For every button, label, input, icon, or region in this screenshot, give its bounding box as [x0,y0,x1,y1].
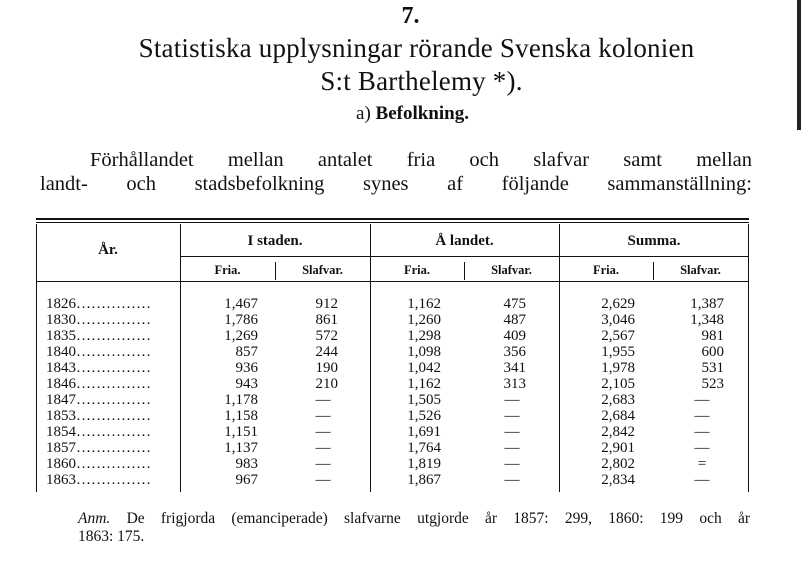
footnote-label: Anm. [78,510,111,527]
section-heading [0,103,803,125]
row-cell: — [694,408,710,424]
subheader-landet-slafvar: Slafvar. [491,263,532,277]
row-cell: 1,505 [407,392,441,408]
subheader-landet-fria: Fria. [403,263,431,277]
header-summa: Summa. [627,233,681,249]
row-cell: — [504,440,520,456]
row-cell: — [315,440,331,456]
row-cell: 1,151 [224,424,258,440]
title-line-2: S:t Barthelemy *). [320,66,523,96]
row-cell: 1,467 [224,296,258,312]
row-cell: 1,348 [690,312,724,328]
row-cell: 523 [701,376,724,392]
row-cell: 1,298 [407,328,441,344]
header-year: År. [98,242,118,258]
row-cell: 2,683 [601,392,635,408]
row-cell: 857 [235,344,258,360]
row-cell: 2,802 [601,456,635,472]
table-row [36,392,749,408]
row-cell: 1,137 [224,440,258,456]
row-year: 1846…………… [46,376,151,392]
row-year: 1857…………… [46,440,151,456]
row-cell: — [504,408,520,424]
footnote-line-1 [78,510,750,528]
footnote-line-2: 1863: 175. [78,528,145,545]
intro-paragraph [40,148,752,196]
row-cell: — [694,424,710,440]
row-cell: 531 [701,360,724,376]
row-cell: 2,629 [601,296,635,312]
row-cell: — [315,392,331,408]
row-year: 1835…………… [46,328,151,344]
row-cell: 2,105 [601,376,635,392]
subheader-staden-fria: Fria. [214,263,241,277]
row-cell: 2,567 [601,328,635,344]
subheader-summa-slafvar: Slafvar. [680,263,721,277]
row-cell: 861 [315,312,338,328]
row-cell: — [504,424,520,440]
table-body [36,296,749,488]
row-cell: 1,158 [224,408,258,424]
row-cell: — [315,408,331,424]
table-row [36,344,749,360]
row-cell: 1,162 [407,296,441,312]
row-cell: 2,684 [601,408,635,424]
row-cell: — [315,456,331,472]
row-cell: 487 [503,312,526,328]
row-cell: 190 [315,360,338,376]
row-cell: 409 [503,328,526,344]
row-cell: — [694,472,710,488]
table-row [36,376,749,392]
row-year: 1863…………… [46,472,151,488]
row-cell: — [315,472,331,488]
row-cell: 1,178 [224,392,258,408]
row-cell: 2,901 [601,440,635,456]
header-staden: I staden. [247,233,303,249]
row-cell: 1,819 [407,456,441,472]
row-cell: 244 [315,344,338,360]
population-table [36,224,749,492]
row-cell: — [694,440,710,456]
row-cell: 1,955 [601,344,635,360]
row-cell: — [504,456,520,472]
row-cell: 1,042 [407,360,441,376]
row-year: 1826…………… [46,296,151,312]
row-cell: 912 [315,296,338,312]
header-divider [180,256,748,257]
row-cell: 1,978 [601,360,635,376]
row-cell: 983 [235,456,258,472]
row-cell: 572 [315,328,338,344]
section-prefix: a) [356,103,371,124]
row-cell: 341 [503,360,526,376]
row-cell: 1,786 [224,312,258,328]
row-cell: 1,387 [690,296,724,312]
row-year: 1830…………… [46,312,151,328]
row-cell: 2,834 [601,472,635,488]
row-cell: 981 [701,328,724,344]
row-cell: 600 [701,344,724,360]
row-cell: = [697,456,707,472]
row-cell: 210 [315,376,338,392]
table-row [36,312,749,328]
row-year: 1847…………… [46,392,151,408]
row-cell: 936 [235,360,258,376]
intro-line-2: landt- och stadsbefolkning synes af följande sammanställning: [40,173,752,195]
row-cell: — [315,424,331,440]
row-cell: 1,691 [407,424,441,440]
table-row [36,296,749,312]
row-year: 1853…………… [46,408,151,424]
row-year: 1840…………… [46,344,151,360]
table-row [36,360,749,376]
table-row [36,408,749,424]
row-cell: 2,842 [601,424,635,440]
row-year: 1854…………… [46,424,151,440]
table-row [36,440,749,456]
row-cell: 475 [503,296,526,312]
intro-line-1: Förhållandet mellan antalet fria och slafvar samt mellan [90,149,752,171]
table-row [36,328,749,344]
row-cell: 1,867 [407,472,441,488]
row-cell: 356 [503,344,526,360]
header-landet: Å landet. [435,233,494,249]
subheader-summa-fria: Fria. [592,263,620,277]
row-cell: 3,046 [601,312,635,328]
subheader-staden-slafvar: Slafvar. [302,263,343,277]
table-top-rule [36,218,749,220]
row-cell: 313 [503,376,526,392]
section-title: Befolkning. [375,103,469,124]
header-bottom-rule [36,281,749,282]
table-row [36,472,749,488]
table-top-rule-thin [36,222,749,223]
row-cell: 1,260 [407,312,441,328]
row-cell: 967 [235,472,258,488]
title-line-1: Statistiska upplysningar rörande Svenska kolonien [138,33,695,63]
row-cell: 1,162 [407,376,441,392]
row-cell: — [694,392,710,408]
row-year: 1843…………… [46,360,151,376]
row-cell: 1,269 [224,328,258,344]
page-number: 7. [401,3,420,29]
footnote [78,510,750,546]
row-year: 1860…………… [46,456,151,472]
table-row [36,456,749,472]
row-cell: 943 [235,376,258,392]
footnote-text-1: De frigjorda (emanciperade) slafvarne utgjorde år 1857: 299, 1860: 199 och år [126,510,750,527]
row-cell: — [504,392,520,408]
row-cell: 1,526 [407,408,441,424]
row-cell: 1,098 [407,344,441,360]
row-cell: — [504,472,520,488]
row-cell: 1,764 [407,440,441,456]
table-row [36,424,749,440]
